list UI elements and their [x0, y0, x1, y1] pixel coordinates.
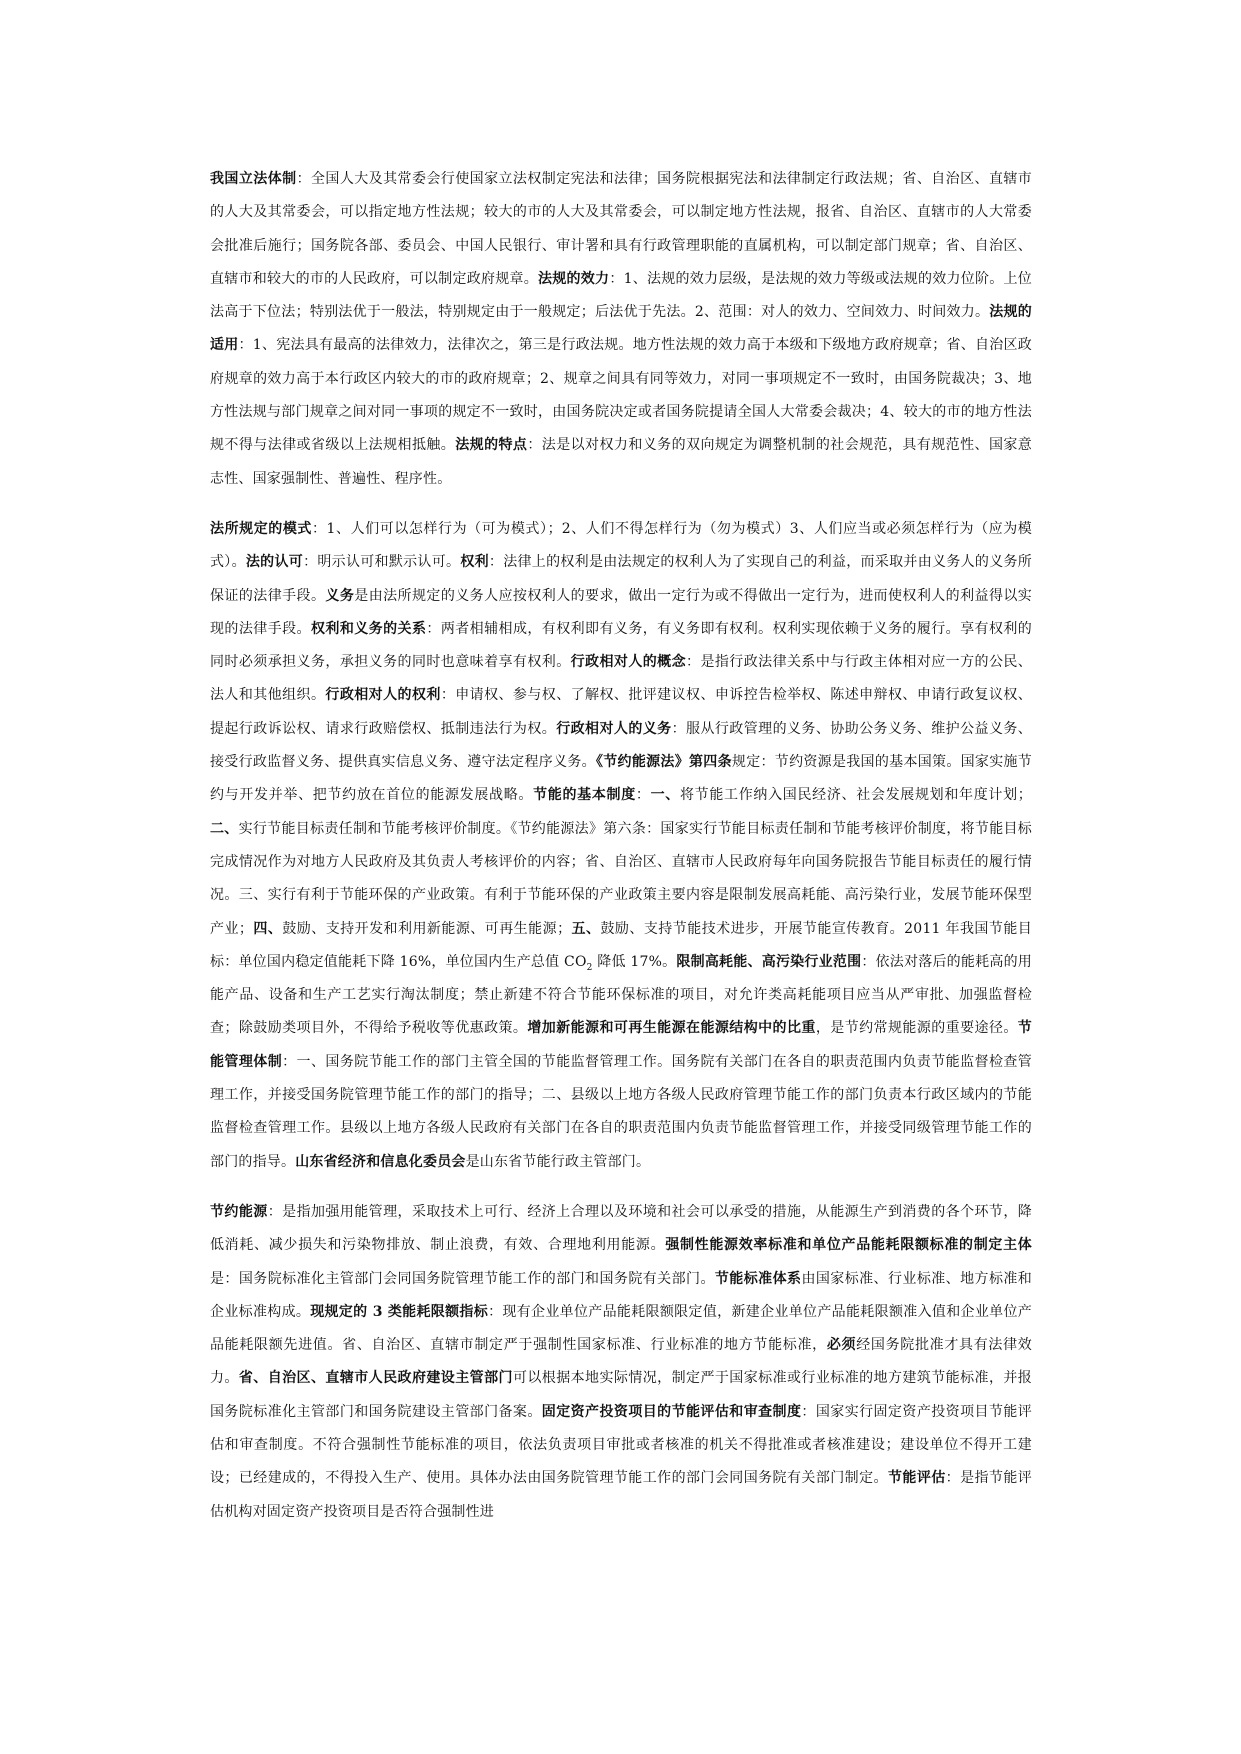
text-run: 规定：节约资源是我国的基本国策。国家实施节约与开发并举、把节约放在首位的能源发展战略。	[210, 754, 1032, 804]
subscript-text: 2	[586, 962, 593, 973]
bold-term: 现规定的 3 类能耗限额指标	[310, 1303, 489, 1320]
text-run: ：两者相辅相成，有权利即有义务，有义务即有权利。权利实现依赖于义务的履行。享有权利的同时必须承担义务，承担义务的同时也意味着享有权利。	[210, 620, 1032, 671]
bold-term: 限制高耗能、高污染行业范围	[676, 953, 862, 970]
text-run: ：法是以对权力和义务的双向规定为调整机制的社会规范，具有规范性、国家意志性、国家强制性、普遍性、程序性。	[210, 437, 1033, 487]
paragraph-legislation-system	[210, 163, 1032, 496]
bold-term: 山东省经济和信息化委员会	[295, 1153, 466, 1170]
text-run: 实行节能目标责任制和节能考核评价制度。《节约能源法》第六条：国家实行节能目标责任制和节能考核评价制度，将节能目标完成情况作为对地方人民政府及其负责人考核评价的内容；省、自治区、直辖市人民政府每年向国务院报告节能目标责任的履行情况。三、实行有利于节能环保的产业政策。有利于节能环保的产业政策主要内容是限制发展高耗能、高污染行业，发展节能环保型产业；	[210, 820, 1032, 937]
bold-term: 一、	[650, 787, 680, 804]
bold-term: 权利	[460, 554, 489, 571]
bold-term: 行政相对人的权利	[325, 687, 441, 704]
bold-term: 固定资产投资项目的节能评估和审查制度	[541, 1403, 802, 1420]
text-run: ：现有企业单位产品能耗限额限定值，新建企业单位产品能耗限额准入值和企业单位产品能耗限额先进值。省、自治区、直辖市制定严于强制性国家标准、行业标准的地方节能标准，	[210, 1303, 1033, 1354]
text-run: ：1、人们可以怎样行为（可为模式）；2、人们不得怎样行为（勿为模式）3、人们应当或必须怎样行为（应为模式）。	[210, 520, 1032, 571]
bold-term: 行政相对人的概念	[570, 654, 687, 671]
bold-term: 法规的效力	[538, 270, 610, 287]
text-run: 是：国务院标准化主管部门会同国务院管理节能工作的部门和国务院有关部门。	[210, 1270, 715, 1287]
text-run: ：一、国务院节能工作的部门主管全国的节能监督管理工作。国务院有关部门在各自的职责范围内负责节能监督检查管理工作，并接受国务院管理节能工作的部门的指导；二、县级以上地方各级人民政府管理节能工作的部门负责本行政区域内的节能监督检查管理工作。县级以上地方各级人民政府有关部门在各自的职责范围内负责节能监督管理工作，并接受同级管理节能工作的部门的指导。	[210, 1053, 1032, 1170]
text-run: ：依法对落后的能耗高的用能产品、设备和生产工艺实行淘汰制度；禁止新建不符合节能环保标准的项目，对允许类高耗能项目应当从严审批、加强监督检查；除鼓励类项目外，不得给予税收等优惠政策。	[210, 953, 1032, 1037]
text-run: 降低 17%。	[592, 953, 677, 970]
bold-term: 义务	[325, 587, 355, 604]
bold-term: 节约能源	[210, 1203, 268, 1220]
text-run: 由国家标准、行业标准、地方标准和企业标准构成。	[210, 1270, 1033, 1320]
bold-term: 法规的适用	[210, 304, 1033, 354]
bold-term: 五、	[571, 920, 601, 937]
text-run: ：1、宪法具有最高的法律效力，法律次之，第三是行政法规。地方性法规的效力高于本级和下级地方政府规章；省、自治区政府规章的效力高于本行政区内较大的市的政府规章；2、规章之间具有同等效力，对同一事项规定不一致时，由国务院裁决；3、地方性法规与部门规章之间对同一事项的规定不一致时，由国务院决定或者国务院提请全国人大常委会裁决；4、较大的市的地方性法规不得与法律或省级以上法规相抵触。	[210, 337, 1032, 454]
text-run: ：国家实行固定资产投资项目节能评估和审查制度。不符合强制性节能标准的项目，依法负责项目审批或者核准的机关不得批准或者核准建设；建设单位不得开工建设；已经建成的，不得投入生产、使用。具体办法由国务院管理节能工作的部门会同国务院有关部门制定。	[210, 1403, 1032, 1487]
text-run: 是由法所规定的义务人应按权利人的要求，做出一定行为或不得做出一定行为，进而使权利人的利益得以实现的法律手段。	[210, 587, 1032, 637]
bold-term: 权利和义务的关系	[310, 620, 427, 637]
bold-term: 节能评估	[887, 1470, 946, 1487]
bold-term: 二、	[210, 820, 239, 837]
bold-term: 节能的基本制度	[533, 787, 636, 804]
text-run: ：	[635, 787, 651, 804]
text-run: ：是指节能评估机构对固定资产投资项目是否符合强制性进	[210, 1470, 1032, 1520]
bold-term: 增加新能源和可再生能源在能源结构中的比重	[527, 1020, 816, 1037]
text-run: ：是指加强用能管理，采取技术上可行、经济上合理以及环境和社会可以承受的措施，从能源生产到消费的各个环节，降低消耗、减少损失和污染物排放、制止浪费，有效、合理地利用能源。	[210, 1203, 1032, 1254]
paragraph-rights-obligations-energy-law	[210, 513, 1032, 1179]
bold-term: 我国立法体制	[210, 171, 297, 187]
text-run: ：法律上的权利是由法规定的权利人为了实现自己的利益，而采取并由义务人的义务所保证的法律手段。	[210, 554, 1032, 604]
text-run: 鼓励、支持开发和利用新能源、可再生能源；	[282, 920, 572, 937]
text-run: ：服从行政管理的义务、协助公务义务、维护公益义务、接受行政监督义务、提供真实信息义务、遵守法定程序义务。	[210, 720, 1032, 771]
bold-term: 节能标准体系	[714, 1270, 802, 1287]
bold-term: 行政相对人的义务	[556, 720, 672, 737]
text-run: ，是节约常规能源的重要途径。	[815, 1020, 1018, 1037]
text-run: 鼓励、支持节能技术进步，开展节能宣传教育。2011 年我国节能目标：单位国内稳定值能耗下降 16%，单位国内生产总值 CO	[210, 920, 1032, 970]
text-run: ：申请权、参与权、了解权、批评建议权、申诉控告检举权、陈述申辩权、申请行政复议权、提起行政诉讼权、请求行政赔偿权、抵制违法行为权。	[210, 687, 1032, 737]
text-run: ：明示认可和默示认可。	[303, 554, 461, 571]
bold-term: 必须	[826, 1337, 857, 1354]
document-body	[210, 163, 1032, 1546]
text-run: ：全国人大及其常委会行使国家立法权制定宪法和法律；国务院根据宪法和法律制定行政法规；省、自治区、直辖市的人大及其常委会，可以指定地方性法规；较大的市的人大及其常委会，可以制定地方性法规，报省、自治区、直辖市的人大常委会批准后施行；国务院各部、委员会、中国人民银行、审计署和具有行政管理职能的直属机构，可以制定部门规章；省、自治区、直辖市和较大的市的人民政府，可以制定政府规章。	[210, 171, 1033, 287]
bold-term: 四、	[253, 920, 283, 937]
bold-term: 法规的特点	[455, 437, 528, 454]
text-run: 将节能工作纳入国民经济、社会发展规划和年度计划；	[679, 787, 1032, 804]
text-run: 可以根据本地实际情况，制定严于国家标准或行业标准的地方建筑节能标准，并报国务院标准化主管部门和国务院建设主管部门备案。	[210, 1370, 1032, 1420]
bold-term: 强制性能源效率标准和单位产品能耗限额标准的制定主体	[665, 1237, 1033, 1254]
text-run: ：1、法规的效力层级，是法规的效力等级或法规的效力位阶。上位法高于下位法；特别法优于一般法，特别规定由于一般规定；后法优于先法。2、范围：对人的效力、空间效力、时间效力。	[210, 270, 1033, 321]
text-run: 是山东省节能行政主管部门。	[465, 1153, 651, 1170]
paragraph-energy-conservation-standards	[210, 1196, 1032, 1529]
text-run: ：是指行政法律关系中与行政主体相对应一方的公民、法人和其他组织。	[210, 654, 1032, 704]
bold-term: 法所规定的模式	[210, 520, 312, 537]
bold-term: 《节约能源法》第四条	[595, 754, 732, 771]
bold-term: 节能管理体制	[210, 1020, 1032, 1070]
bold-term: 省、自治区、直辖市人民政府建设主管部门	[238, 1370, 513, 1387]
text-run: 经国务院批准才具有法律效力。	[210, 1337, 1032, 1387]
bold-term: 法的认可	[245, 554, 304, 571]
